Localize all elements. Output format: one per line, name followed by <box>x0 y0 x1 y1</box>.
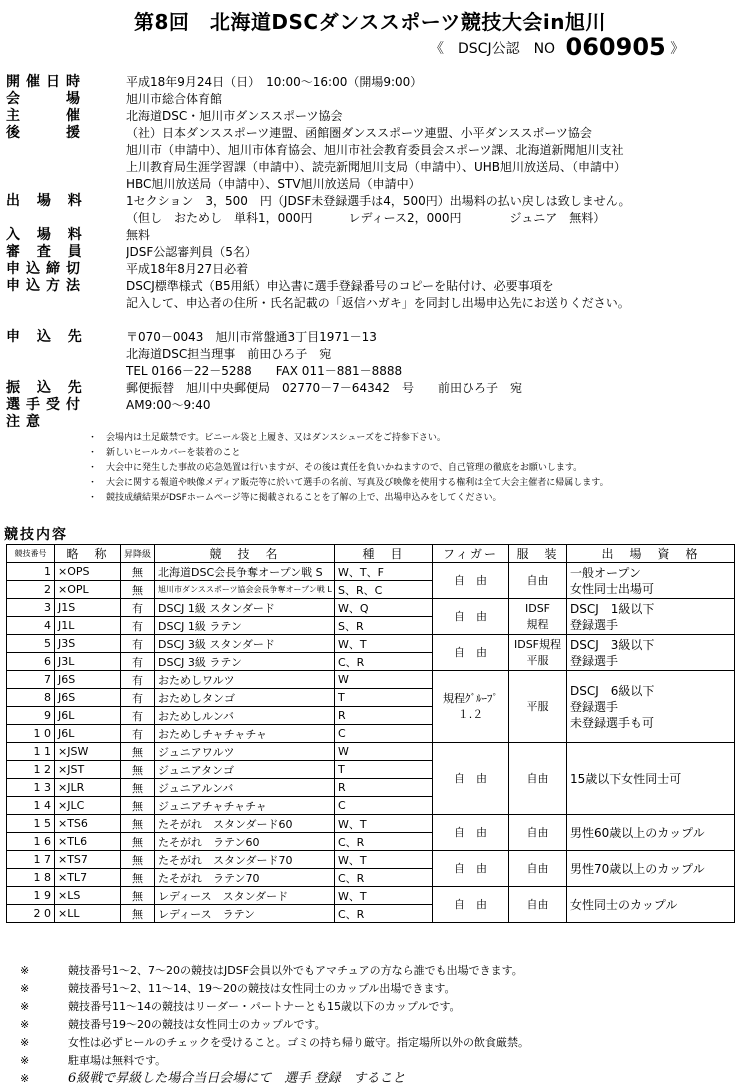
qualification: DSCJ 3級以下 登録選手 <box>567 635 735 671</box>
competition-number: 6 <box>7 653 55 671</box>
info-label: 申 込 先 <box>6 329 88 345</box>
dance-events: W <box>335 671 433 689</box>
table-row <box>7 815 735 833</box>
info-value: 記入して、申込者の住所・氏名記載の「返信ハガキ」を同封し出場申込先にお送りください。 <box>126 296 630 310</box>
dance-events: C <box>335 725 433 743</box>
competition-number: 9 <box>7 707 55 725</box>
dance-events: R <box>335 779 433 797</box>
table-row <box>7 563 735 581</box>
table-row <box>7 599 735 617</box>
info-value: （社）日本ダンススポーツ連盟、函館圏ダンススポーツ連盟、小平ダンススポーツ協会 <box>126 126 592 140</box>
footnote-mark: ※ <box>20 1072 30 1085</box>
promotion-flag: 無 <box>121 563 155 581</box>
info-value <box>126 414 734 431</box>
info-value <box>126 312 734 329</box>
footnote-text: 競技番号1～2、11～14、19～20の競技は女性同士のカップル出場できます。 <box>68 982 456 995</box>
dance-events: S、R、C <box>335 581 433 599</box>
competition-name: DSCJ 1級 スタンダード <box>155 599 335 617</box>
competition-name: 北海道DSC会長争奪オープン戦 S <box>155 563 335 581</box>
competition-number: 1 6 <box>7 833 55 851</box>
info-row <box>6 74 734 91</box>
info-row <box>6 193 734 210</box>
promotion-flag: 有 <box>121 707 155 725</box>
figure-rule: 自 由 <box>433 743 509 815</box>
competition-name: たそがれ スタンダード60 <box>155 815 335 833</box>
info-value: HBC旭川放送局（申請中）、STV旭川放送局（申請中） <box>126 177 421 191</box>
footnote-text: 6級戦で昇級した場合当日会場にて 選手 登録 すること <box>68 1071 406 1086</box>
promotion-flag: 無 <box>121 833 155 851</box>
dance-events: W、T、F <box>335 563 433 581</box>
competition-name: DSCJ 1級 ラテン <box>155 617 335 635</box>
dress-code: 自由 <box>509 563 567 599</box>
table-header-row <box>7 545 735 563</box>
qualification: 男性60歳以上のカップル <box>567 815 735 851</box>
footnotes <box>20 962 734 1088</box>
competition-name: おためしルンバ <box>155 707 335 725</box>
info-label: 会 場 <box>6 91 86 107</box>
dance-events: C、R <box>335 653 433 671</box>
caution-note: ・ 競技成績結果がDSFホームページ等に掲載されることを了解の上で、出場申込みをしてください。 <box>88 493 502 503</box>
footnote <box>20 1016 734 1034</box>
info-row <box>6 312 734 329</box>
abbreviation: J3S <box>55 635 121 653</box>
footnote <box>20 1052 734 1070</box>
dance-events: W、T <box>335 851 433 869</box>
abbreviation: ×TS7 <box>55 851 121 869</box>
col-header: 競技番号 <box>7 545 55 563</box>
dance-events: W <box>335 743 433 761</box>
abbreviation: J6L <box>55 725 121 743</box>
competition-name: ジュニアチャチャチャ <box>155 797 335 815</box>
dance-events: W、Q <box>335 599 433 617</box>
competition-number: 1 3 <box>7 779 55 797</box>
info-row <box>6 278 734 295</box>
info-value: 無料 <box>126 228 151 242</box>
qualification: DSCJ 1級以下 登録選手 <box>567 599 735 635</box>
dress-code: 自由 <box>509 743 567 815</box>
figure-rule: 自 由 <box>433 563 509 599</box>
info-row <box>6 125 734 142</box>
abbreviation: ×LS <box>55 887 121 905</box>
abbreviation: J1L <box>55 617 121 635</box>
info-label: 申込方法 <box>6 278 86 294</box>
event-info <box>6 74 734 506</box>
caution-note: ・ 新しいヒールカバーを装着のこと <box>88 448 241 458</box>
info-label: 申込締切 <box>6 261 86 277</box>
dress-code: 自由 <box>509 851 567 887</box>
info-label: 選手受付 <box>6 397 86 413</box>
reg-prefix: 《 DSCJ公認 NO <box>430 41 556 57</box>
info-label <box>6 312 126 329</box>
info-label <box>6 295 126 312</box>
promotion-flag: 無 <box>121 905 155 923</box>
competition-name: ジュニアワルツ <box>155 743 335 761</box>
info-label: 審 査 員 <box>6 244 88 260</box>
table-row <box>7 671 735 689</box>
qualification: DSCJ 6級以下 登録選手 未登録選手も可 <box>567 671 735 743</box>
figure-rule: 自 由 <box>433 635 509 671</box>
competition-name: レディース スタンダード <box>155 887 335 905</box>
col-header: 出 場 資 格 <box>567 545 735 563</box>
promotion-flag: 無 <box>121 887 155 905</box>
promotion-flag: 無 <box>121 761 155 779</box>
info-row <box>6 414 734 431</box>
col-header: 略 称 <box>55 545 121 563</box>
info-row <box>6 261 734 278</box>
dance-events: R <box>335 707 433 725</box>
competition-name: たそがれ ラテン70 <box>155 869 335 887</box>
footnote-mark: ※ <box>20 964 30 977</box>
dress-code: IDSF 規程 <box>509 599 567 635</box>
info-row <box>6 244 734 261</box>
competition-number: 8 <box>7 689 55 707</box>
footnote-text: 競技番号11～14の競技はリーダー・パートナーとも15歳以下のカップルです。 <box>68 1000 461 1013</box>
promotion-flag: 有 <box>121 635 155 653</box>
competition-name: 旭川市ダンススポーツ協会会長争奪オープン戦 L <box>155 581 335 599</box>
competition-number: 3 <box>7 599 55 617</box>
qualification: 男性70歳以上のカップル <box>567 851 735 887</box>
competition-number: 1 7 <box>7 851 55 869</box>
info-value: TEL 0166－22－5288 FAX 011－881－8888 <box>126 364 403 378</box>
competition-name: ジュニアタンゴ <box>155 761 335 779</box>
competition-name: おためしタンゴ <box>155 689 335 707</box>
table-row <box>7 635 735 653</box>
footnote <box>20 980 734 998</box>
info-row <box>6 363 734 380</box>
info-row <box>6 380 734 397</box>
abbreviation: ×TL7 <box>55 869 121 887</box>
abbreviation: ×LL <box>55 905 121 923</box>
info-row <box>6 346 734 363</box>
competition-number: 7 <box>7 671 55 689</box>
info-label: 主 催 <box>6 108 86 124</box>
figure-rule: 自 由 <box>433 887 509 923</box>
footnote-mark: ※ <box>20 1054 30 1067</box>
footnote <box>20 998 734 1016</box>
competition-number: 2 <box>7 581 55 599</box>
competition-name: おためしチャチャチャ <box>155 725 335 743</box>
figure-rule: 自 由 <box>433 815 509 851</box>
footnote-mark: ※ <box>20 982 30 995</box>
footnote-text: 競技番号19～20の競技は女性同士のカップルです。 <box>68 1018 326 1031</box>
competition-name: ジュニアルンバ <box>155 779 335 797</box>
page-title: 第8回 北海道DSCダンススポーツ競技大会in旭川 <box>134 10 606 34</box>
footnote-text: 女性は必ずヒールのチェックを受けること。ゴミの持ち帰り厳守。指定場所以外の飲食厳禁。 <box>68 1036 530 1049</box>
info-label: 出 場 料 <box>6 193 88 209</box>
info-value: 上川教育局生涯学習課（申請中）、読売新聞旭川支局（申請中）、UHB旭川放送局、（申請中） <box>126 160 627 174</box>
promotion-flag: 有 <box>121 653 155 671</box>
promotion-flag: 無 <box>121 851 155 869</box>
competition-number: 1 1 <box>7 743 55 761</box>
promotion-flag: 無 <box>121 797 155 815</box>
registration-number <box>430 33 684 61</box>
info-value: JDSF公認審判員（5名） <box>126 245 257 259</box>
info-row <box>6 142 734 159</box>
abbreviation: J1S <box>55 599 121 617</box>
figure-rule: 自 由 <box>433 851 509 887</box>
dance-events: W、T <box>335 815 433 833</box>
info-value: （但し おためし 単科1，000円 レディース2，000円 ジュニア 無料） <box>126 211 606 225</box>
col-header: フィガー <box>433 545 509 563</box>
dance-events: C <box>335 797 433 815</box>
competition-number: 1 0 <box>7 725 55 743</box>
footnote <box>20 1034 734 1052</box>
info-label <box>6 142 126 159</box>
section-title: 競技内容 <box>4 527 68 543</box>
info-label: 注意 <box>6 414 46 430</box>
competition-number: 1 4 <box>7 797 55 815</box>
info-label: 振 込 先 <box>6 380 88 396</box>
info-value: 旭川市総合体育館 <box>126 92 223 106</box>
info-value: DSCJ標準様式（B5用紙）申込書に選手登録番号のコピーを貼付け、必要事項を <box>126 279 554 293</box>
info-row <box>6 210 734 227</box>
info-label <box>6 210 126 227</box>
footnote-mark: ※ <box>20 1018 30 1031</box>
promotion-flag: 無 <box>121 581 155 599</box>
competition-number: 1 <box>7 563 55 581</box>
dance-events: T <box>335 689 433 707</box>
competition-number: 5 <box>7 635 55 653</box>
competition-name: DSCJ 3級 ラテン <box>155 653 335 671</box>
table-row <box>7 887 735 905</box>
dance-events: C、R <box>335 833 433 851</box>
dance-events: C、R <box>335 869 433 887</box>
dance-events: W、T <box>335 887 433 905</box>
promotion-flag: 無 <box>121 869 155 887</box>
dress-code: 自由 <box>509 887 567 923</box>
footnote-text: 競技番号1～2、7～20の競技はJDSF会員以外でもアマチュアの方なら誰でも出場できます。 <box>68 964 523 977</box>
promotion-flag: 無 <box>121 743 155 761</box>
footnote <box>20 962 734 980</box>
promotion-flag: 有 <box>121 617 155 635</box>
footnote <box>20 1070 734 1088</box>
abbreviation: ×OPS <box>55 563 121 581</box>
info-label <box>6 346 126 363</box>
col-header: 種 目 <box>335 545 433 563</box>
promotion-flag: 有 <box>121 689 155 707</box>
abbreviation: ×OPL <box>55 581 121 599</box>
dress-code: IDSF規程 平服 <box>509 635 567 671</box>
abbreviation: ×JLC <box>55 797 121 815</box>
qualification: 一般オープン 女性同士出場可 <box>567 563 735 599</box>
competition-number: 2 0 <box>7 905 55 923</box>
caution-note: ・ 会場内は土足厳禁です。ビニール袋と上履き、又はダンスシューズをご持参下さい。 <box>88 433 446 443</box>
info-label <box>6 176 126 193</box>
abbreviation: ×JSW <box>55 743 121 761</box>
footnote-mark: ※ <box>20 1036 30 1049</box>
competition-table <box>6 544 735 923</box>
competition-name: おためしワルツ <box>155 671 335 689</box>
info-value: AM9:00～9:40 <box>126 398 211 412</box>
competition-number: 1 8 <box>7 869 55 887</box>
info-row <box>6 108 734 125</box>
col-header: 昇降級 <box>121 545 155 563</box>
info-label: 後 援 <box>6 125 86 141</box>
dance-events: C、R <box>335 905 433 923</box>
info-value: 北海道DSC・旭川市ダンススポーツ協会 <box>126 109 343 123</box>
caution-note: ・ 大会中に発生した事故の応急処置は行いますが、その後は責任を負いかねますので、自己管理の徹底をお願いします。 <box>88 463 583 473</box>
info-row <box>6 91 734 108</box>
info-row <box>6 295 734 312</box>
table-row <box>7 743 735 761</box>
abbreviation: J6L <box>55 707 121 725</box>
abbreviation: J3L <box>55 653 121 671</box>
reg-suffix: 》 <box>670 41 685 57</box>
info-row <box>6 227 734 244</box>
promotion-flag: 有 <box>121 599 155 617</box>
competition-number: 1 9 <box>7 887 55 905</box>
table-row <box>7 851 735 869</box>
competition-number: 1 2 <box>7 761 55 779</box>
competition-name: たそがれ スタンダード70 <box>155 851 335 869</box>
promotion-flag: 無 <box>121 815 155 833</box>
info-value: 平成18年9月24日（日） 10:00～16:00（開場9:00） <box>126 75 423 89</box>
promotion-flag: 無 <box>121 779 155 797</box>
competition-name: DSCJ 3級 スタンダード <box>155 635 335 653</box>
dance-events: W、T <box>335 635 433 653</box>
competition-name: レディース ラテン <box>155 905 335 923</box>
info-row <box>6 397 734 414</box>
info-label <box>6 159 126 176</box>
info-label <box>6 363 126 380</box>
figure-rule: 規程ｸﾞﾙｰﾌﾟ １.２ <box>433 671 509 743</box>
abbreviation: J6S <box>55 689 121 707</box>
caution-note: ・ 大会に関する報道や映像メディア販売等に於いて選手の名前、写真及び映像を使用する権利は全て大会主催者に帰属します。 <box>88 478 609 488</box>
abbreviation: J6S <box>55 671 121 689</box>
qualification: 女性同士のカップル <box>567 887 735 923</box>
abbreviation: ×TL6 <box>55 833 121 851</box>
promotion-flag: 有 <box>121 725 155 743</box>
footnote-text: 駐車場は無料です。 <box>68 1054 167 1067</box>
dress-code: 平服 <box>509 671 567 743</box>
footnote-mark: ※ <box>20 1000 30 1013</box>
col-header: 競 技 名 <box>155 545 335 563</box>
info-label: 入 場 料 <box>6 227 88 243</box>
abbreviation: ×JST <box>55 761 121 779</box>
info-label: 開催日時 <box>6 74 86 90</box>
info-row <box>6 329 734 346</box>
figure-rule: 自 由 <box>433 599 509 635</box>
info-value: 旭川市（申請中）、旭川市体育協会、旭川市社会教育委員会スポーツ課、北海道新聞旭川支社 <box>126 143 624 157</box>
dance-events: T <box>335 761 433 779</box>
promotion-flag: 有 <box>121 671 155 689</box>
qualification: 15歳以下女性同士可 <box>567 743 735 815</box>
dance-events: S、R <box>335 617 433 635</box>
competition-name: たそがれ ラテン60 <box>155 833 335 851</box>
reg-number: 060905 <box>565 33 666 61</box>
info-value: 〒070－0043 旭川市常盤通3丁目1971－13 <box>126 330 377 344</box>
abbreviation: ×JLR <box>55 779 121 797</box>
info-row <box>6 176 734 193</box>
competition-number: 4 <box>7 617 55 635</box>
col-header: 服 装 <box>509 545 567 563</box>
info-row <box>6 159 734 176</box>
info-value: 1セクション 3，500 円（JDSF未登録選手は4，500円）出場料の払い戻しは致しません。 <box>126 194 631 208</box>
info-value: 北海道DSC担当理事 前田ひろ子 宛 <box>126 347 332 361</box>
info-value: 郵便振替 旭川中央郵便局 02770－7－64342 号 前田ひろ子 宛 <box>126 381 522 395</box>
competition-number: 1 5 <box>7 815 55 833</box>
dress-code: 自由 <box>509 815 567 851</box>
abbreviation: ×TS6 <box>55 815 121 833</box>
info-value: 平成18年8月27日必着 <box>126 262 249 276</box>
